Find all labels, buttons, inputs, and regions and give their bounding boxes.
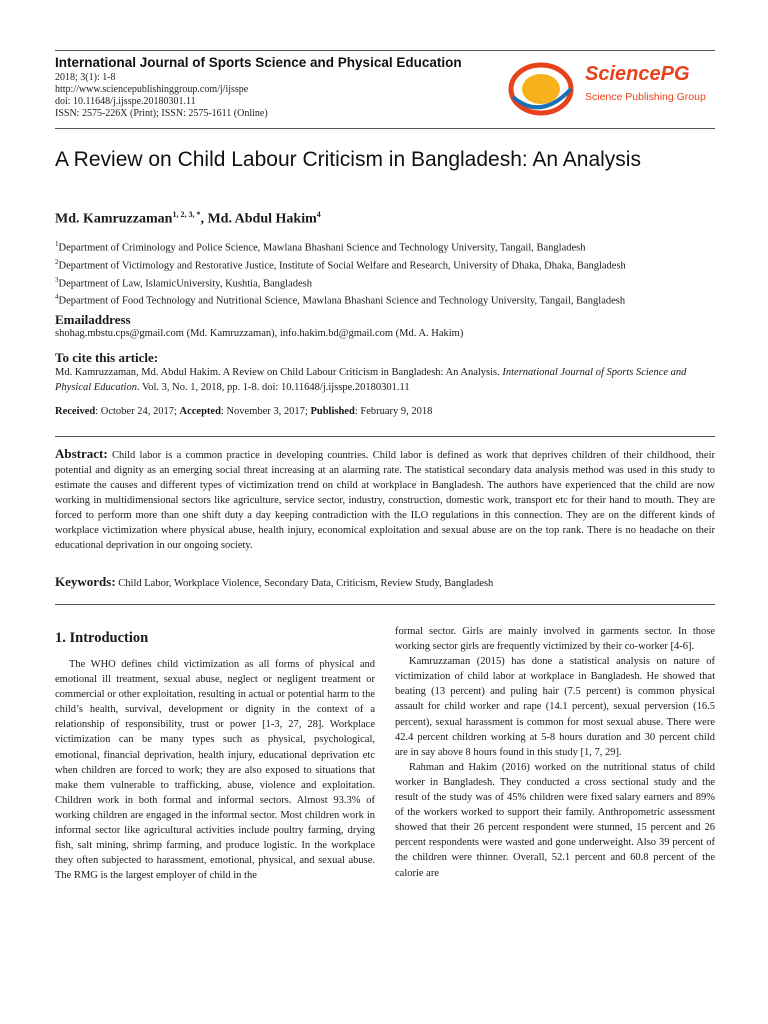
- keywords-label: Keywords:: [55, 574, 116, 589]
- affiliation-number: 3: [55, 276, 59, 284]
- email-label: Emailaddress: [55, 312, 131, 327]
- author-name: Md. Kamruzzaman: [55, 211, 173, 227]
- abstract: [55, 446, 715, 553]
- paper-title: A Review on Child Labour Criticism in Bangladesh: An Analysis: [55, 148, 641, 171]
- published-date: : February 9, 2018: [354, 406, 433, 417]
- affiliation: [55, 256, 626, 273]
- citation-journal: International Journal of Sports Science and Physical Education: [55, 367, 687, 393]
- abstract-top-rule: [55, 436, 715, 437]
- author-name: Md. Abdul Hakim: [207, 211, 317, 227]
- journal-url[interactable]: http://www.sciencepublishinggroup.com/j/ijsspe: [55, 84, 249, 95]
- affiliation: [55, 238, 586, 255]
- author-superscript: 1, 2, 3, *: [172, 210, 201, 219]
- affiliation-number: 1: [55, 240, 59, 248]
- keywords-text: Child Labor, Workplace Violence, Secondary Data, Criticism, Review Study, Bangladesh: [115, 578, 494, 589]
- right-column: [395, 624, 715, 881]
- received-date: : October 24, 2017;: [95, 406, 180, 417]
- author-superscript: 4: [316, 210, 321, 219]
- journal-volume: 2018; 3(1): 1-8: [55, 72, 116, 83]
- sciencepg-emblem-icon: [505, 59, 577, 119]
- affiliation-number: 2: [55, 258, 59, 266]
- section-heading-introduction: 1. Introduction: [55, 630, 149, 646]
- logo-subtitle: Science Publishing Group: [585, 91, 706, 103]
- journal-issn: ISSN: 2575-226X (Print); ISSN: 2575-1611 (Online): [55, 108, 268, 119]
- abstract-label: Abstract:: [55, 446, 108, 461]
- keywords: [55, 574, 493, 590]
- abstract-text: Child labor is a common practice in developing countries. Child labor is defined as work that deprives children of their childhood, their potential and dignity as an emerging social threat increasing at an alarming rate. The statistical secondary data analysis method was used in this study to estimate the causes and different types of victimization trend on child at workplace in Bangladesh. The authors have experienced that the child are now working in multidimensional sectors like agriculture, service sector, industry, construction, domestic work, transport etc for their hand to mouth. They are forced to perform more than one shift duty a day keeping contradiction with the ILO regulations in this connection. They are on the different kinds of workplace victimization where physical abuse, health injury, economical exploitation and sexual abuse are on the top rank. There is no headache on their educational deprivation in our ongoing society.: [55, 450, 715, 551]
- citation-details: . Vol. 3, No. 1, 2018, pp. 1-8. doi: 10.11648/j.ijsspe.20180301.11: [136, 382, 410, 393]
- logo-name: SciencePG: [585, 63, 690, 85]
- affiliation-text: Department of Criminology and Police Science, Mawlana Bhashani Science and Technology University, Tangail, Bangladesh: [58, 242, 586, 254]
- affiliation-text: Department of Victimology and Restorative Justice, Institute of Social Welfare and Research, University of Dhaka, Dhaka, Bangladesh: [58, 260, 626, 272]
- citation-authors-title: Md. Kamruzzaman, Md. Abdul Hakim. A Review on Child Labour Criticism in Bangladesh: An Analysis.: [55, 367, 503, 378]
- affiliation: [55, 274, 312, 291]
- received-label: Received: [55, 406, 96, 417]
- paragraph: formal sector. Girls are mainly involved in garments sector. In those working sector girls are frequently victimized by their co-worker [4-6].: [395, 626, 715, 653]
- paragraph: Rahman and Hakim (2016) worked on the nutritional status of child worker in Bangladesh. They conducted a cross sectional study and the result of the study was of 45% children were fixed salary earners and 89% of the workers worked to support their family. Anthropometric assessment showed that their 26 percent respondent were stunned, 15 percent and 26 percent respondents were wasted and gone underweight. Also 39 percent of the children were thinner. Overall, 52.1 percent and 60.8 percent of the calorie are: [395, 761, 715, 879]
- paragraph: The WHO defines child victimization as all forms of physical and emotional ill treatment, sexual abuse, neglect or negligent treatment or commercial or other exploitation, resulting in actual or potential harm to the child’s health, survival, development or dignity in the context of a relationship of responsibility, trust or power [1-3, 27, 28]. Workplace victimization can be many types such as physical, psychological, emotional, financial deprivation, health injury, educational deprivation etc when children are forced to work; they are also exposed to situations that make them vulnerable to trafficking, abuse, violence and exploitation. Children work in both formal and informal sectors. Almost 93.3% of working children are engaged in the informal sector. Most children work in informal sector like agricultural activities include poultry farming, drying fish, salt mining, shrimp farming, and produce logistic. In the workplace they often subjected to harassment, emotional, physical, and sexual abuse. The RMG is the largest employer of child in the: [55, 659, 375, 882]
- affiliation-text: Department of Law, IslamicUniversity, Kushtia, Bangladesh: [58, 278, 312, 290]
- published-label: Published: [310, 406, 355, 417]
- publication-dates: [55, 406, 432, 417]
- cite-label: To cite this article:: [55, 350, 159, 365]
- affiliation-text: Department of Food Technology and Nutritional Science, Mawlana Bhashani Science and Technology University, Tangail, Bangladesh: [58, 295, 626, 307]
- header-bottom-rule: [55, 128, 715, 129]
- left-column: [55, 657, 375, 883]
- journal-title: International Journal of Sports Science and Physical Education: [55, 55, 462, 70]
- journal-doi: doi: 10.11648/j.ijsspe.20180301.11: [55, 96, 196, 107]
- accepted-date: : November 3, 2017;: [220, 406, 311, 417]
- accepted-label: Accepted: [179, 406, 221, 417]
- affiliation: [55, 291, 625, 308]
- sciencepg-logo: [505, 59, 715, 119]
- affiliation-number: 4: [55, 293, 59, 301]
- top-rule: [55, 50, 715, 51]
- citation-text: [55, 365, 715, 395]
- paragraph: Kamruzzaman (2015) has done a statistical analysis on nature of victimization of child labor at workplace in Bangladesh. He showed that beating (13 percent) and puling hair (7.5 percent) is common physical assault for child worker and rape (14.1 percent), sexual perversion (16.5 percent), sexual harassment is common for most sexual abuse. There were 42.4 percent children working at 5-8 hours duration and 30 percent child are in say above 8 hours found in this study [1, 7, 29].: [395, 656, 715, 758]
- abstract-bottom-rule: [55, 604, 715, 605]
- author-list: [55, 210, 321, 228]
- email-addresses[interactable]: shohag.mbstu.cps@gmail.com (Md. Kamruzzaman), info.hakim.bd@gmail.com (Md. A. Hakim): [55, 328, 464, 339]
- author-separator: ,: [200, 211, 208, 227]
